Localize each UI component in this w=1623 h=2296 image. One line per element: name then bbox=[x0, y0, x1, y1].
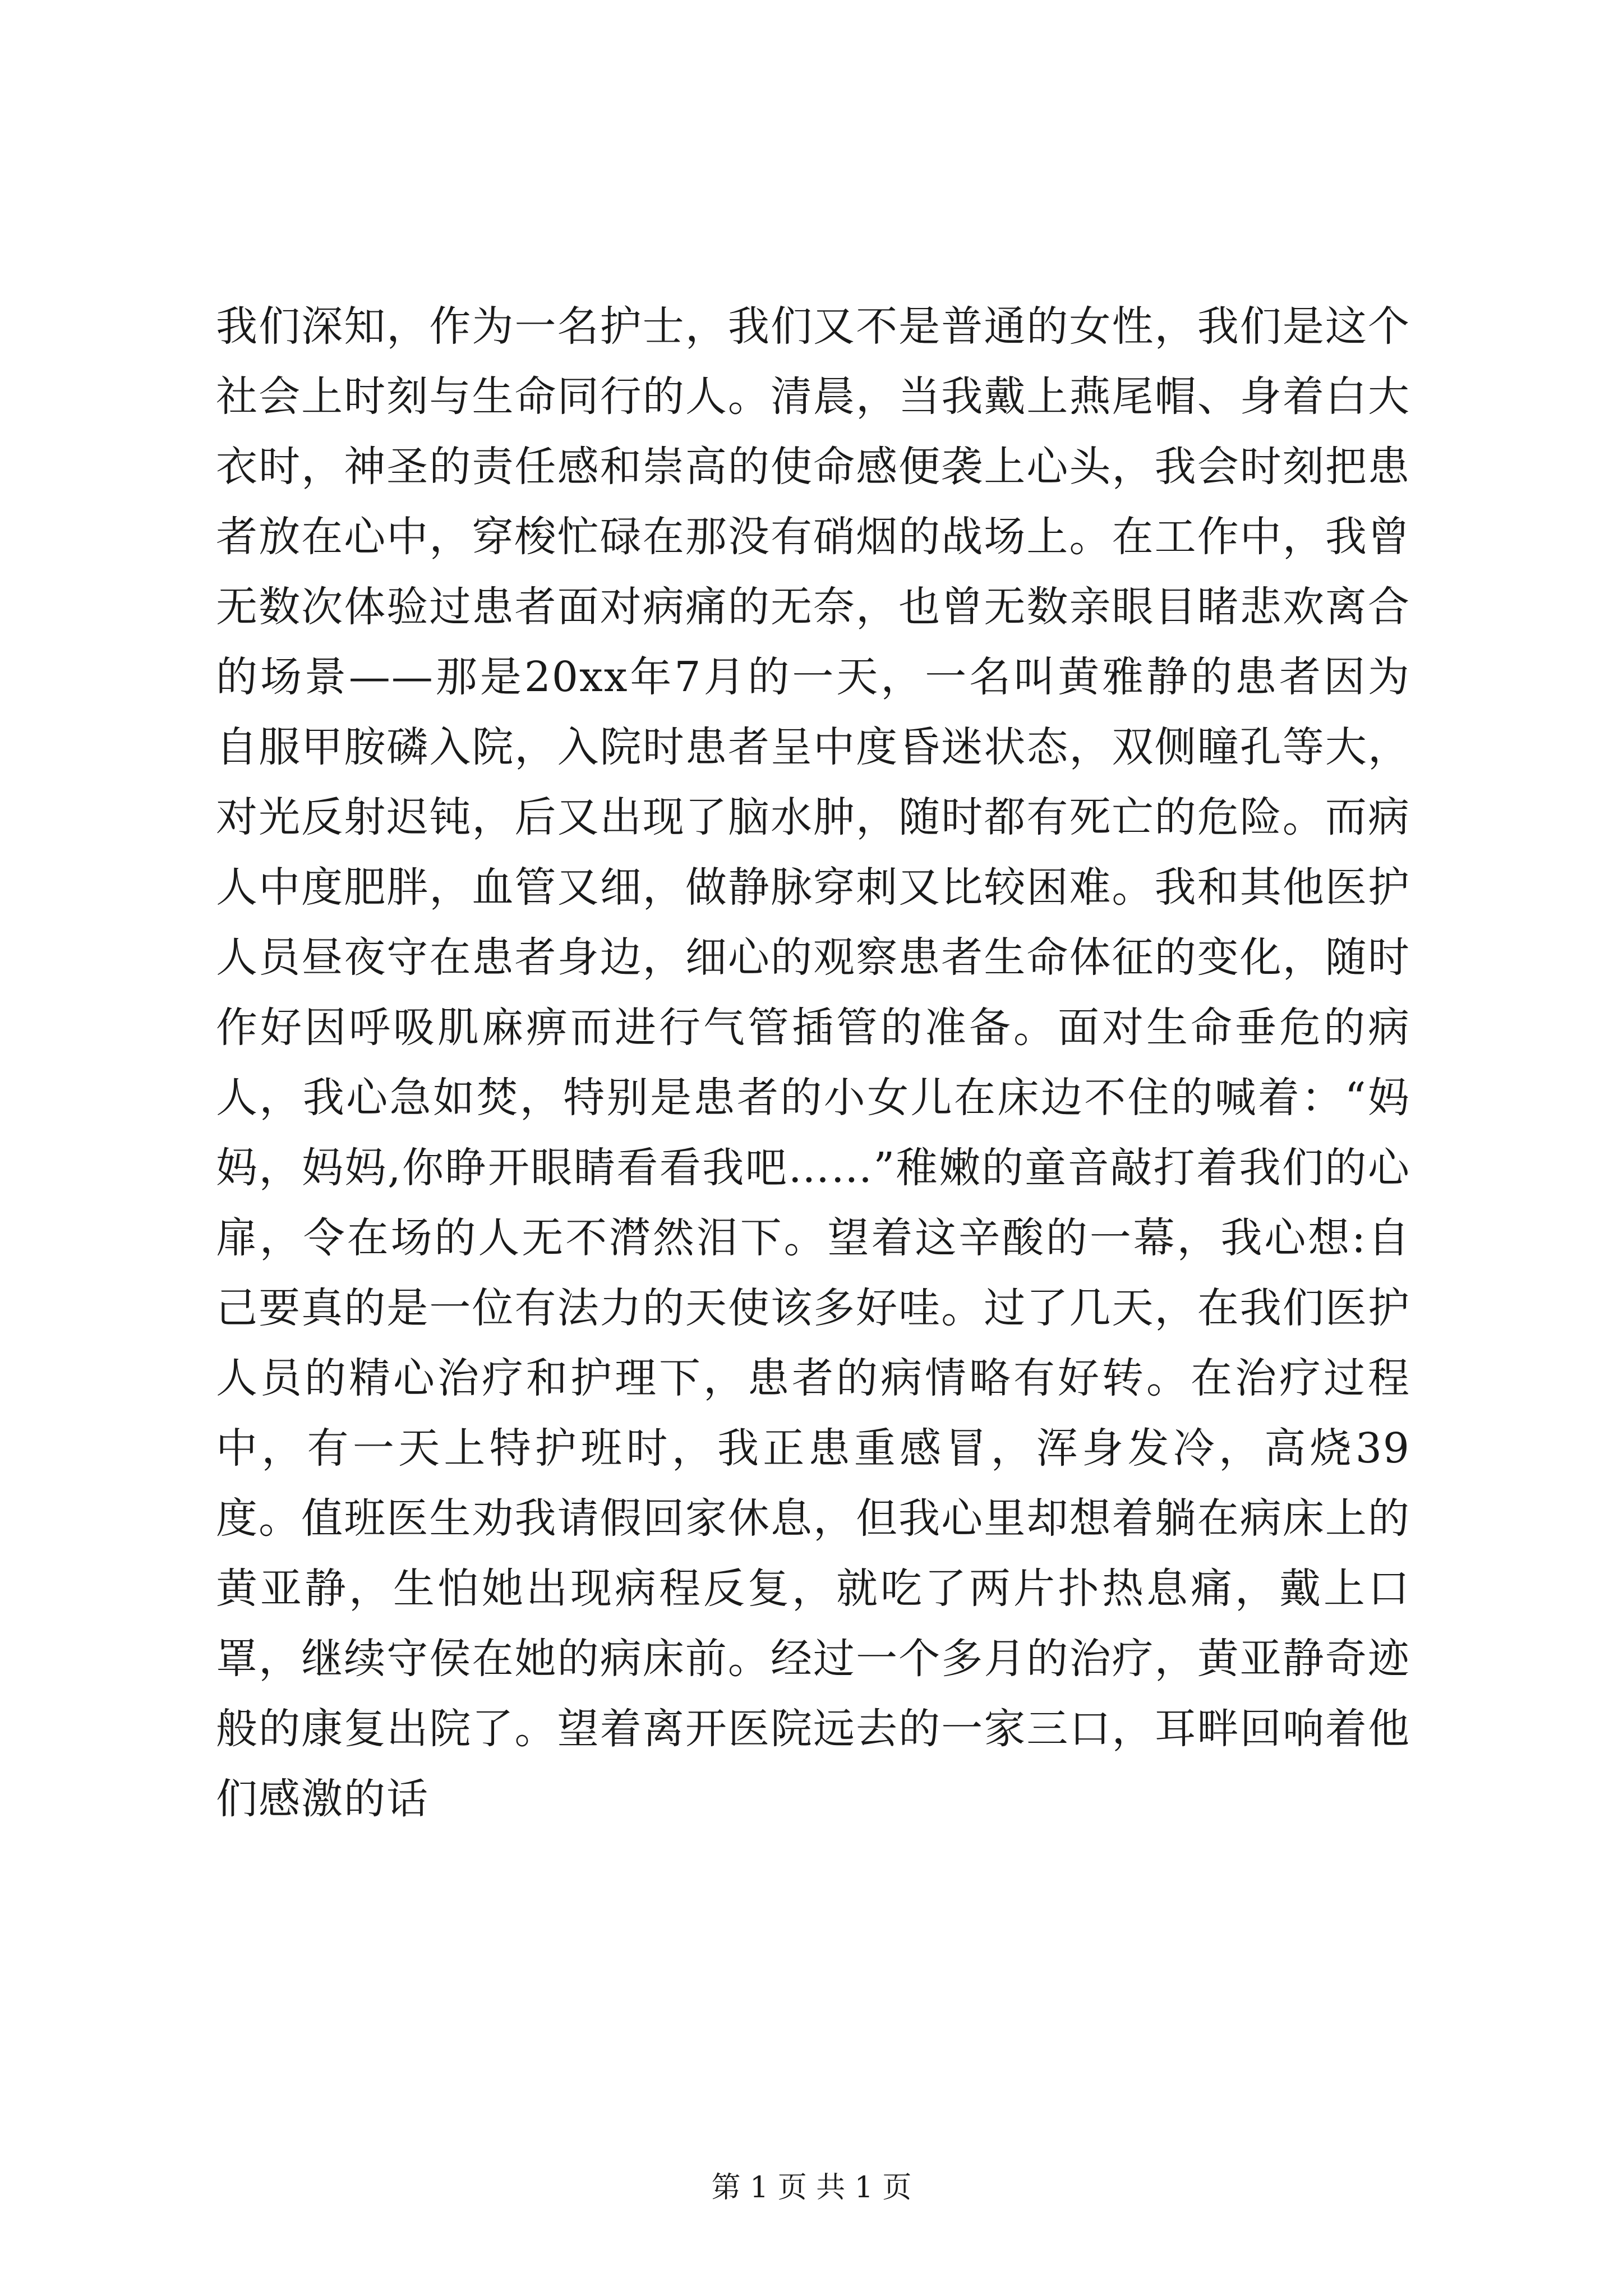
page-footer: 第 1 页 共 1 页 bbox=[711, 2171, 912, 2205]
body-paragraph: 我们深知，作为一名护士，我们又不是普通的女性，我们是这个社会上时刻与生命同行的人。清晨，当我戴上燕尾帽、身着白大衣时，神圣的责任感和崇高的使命感便袭上心头，我会时刻把患者放在心中，穿梭忙碌在那没有硝烟的战场上。在工作中，我曾无数次体验过患者面对病痛的无奈，也曾无数亲眼目睹悲欢离合的场景——那是20xx年7月的一天，一名叫黄雅静的患者因为自服甲胺磷入院，入院时患者呈中度昏迷状态，双侧瞳孔等大，对光反射迟钝，后又出现了脑水肿，随时都有死亡的危险。而病人中度肥胖，血管又细，做静脉穿刺又比较困难。我和其他医护人员昼夜守在患者身边，细心的观察患者生命体征的变化，随时作好因呼吸肌麻痹而进行气管插管的准备。面对生命垂危的病人，我心急如焚，特别是患者的小女儿在床边不住的喊着：“妈妈，妈妈,你睁开眼睛看看我吧……”稚嫩的童音敲打着我们的心扉，令在场的人无不潸然泪下。望着这辛酸的一幕，我心想:自己要真的是一位有法力的天使该多好哇。过了几天，在我们医护人员的精心治疗和护理下，患者的病情略有好转。在治疗过程中，有一天上特护班时，我正患重感冒，浑身发冷，高烧39度。值班医生劝我请假回家休息，但我心里却想着躺在病床上的黄亚静，生怕她出现病程反复，就吃了两片扑热息痛，戴上口罩，继续守侯在她的病床前。经过一个多月的治疗，黄亚静奇迹般的康复出院了。望着离开医院远去的一家三口，耳畔回响着他们感激的话 bbox=[216, 302, 1410, 1823]
